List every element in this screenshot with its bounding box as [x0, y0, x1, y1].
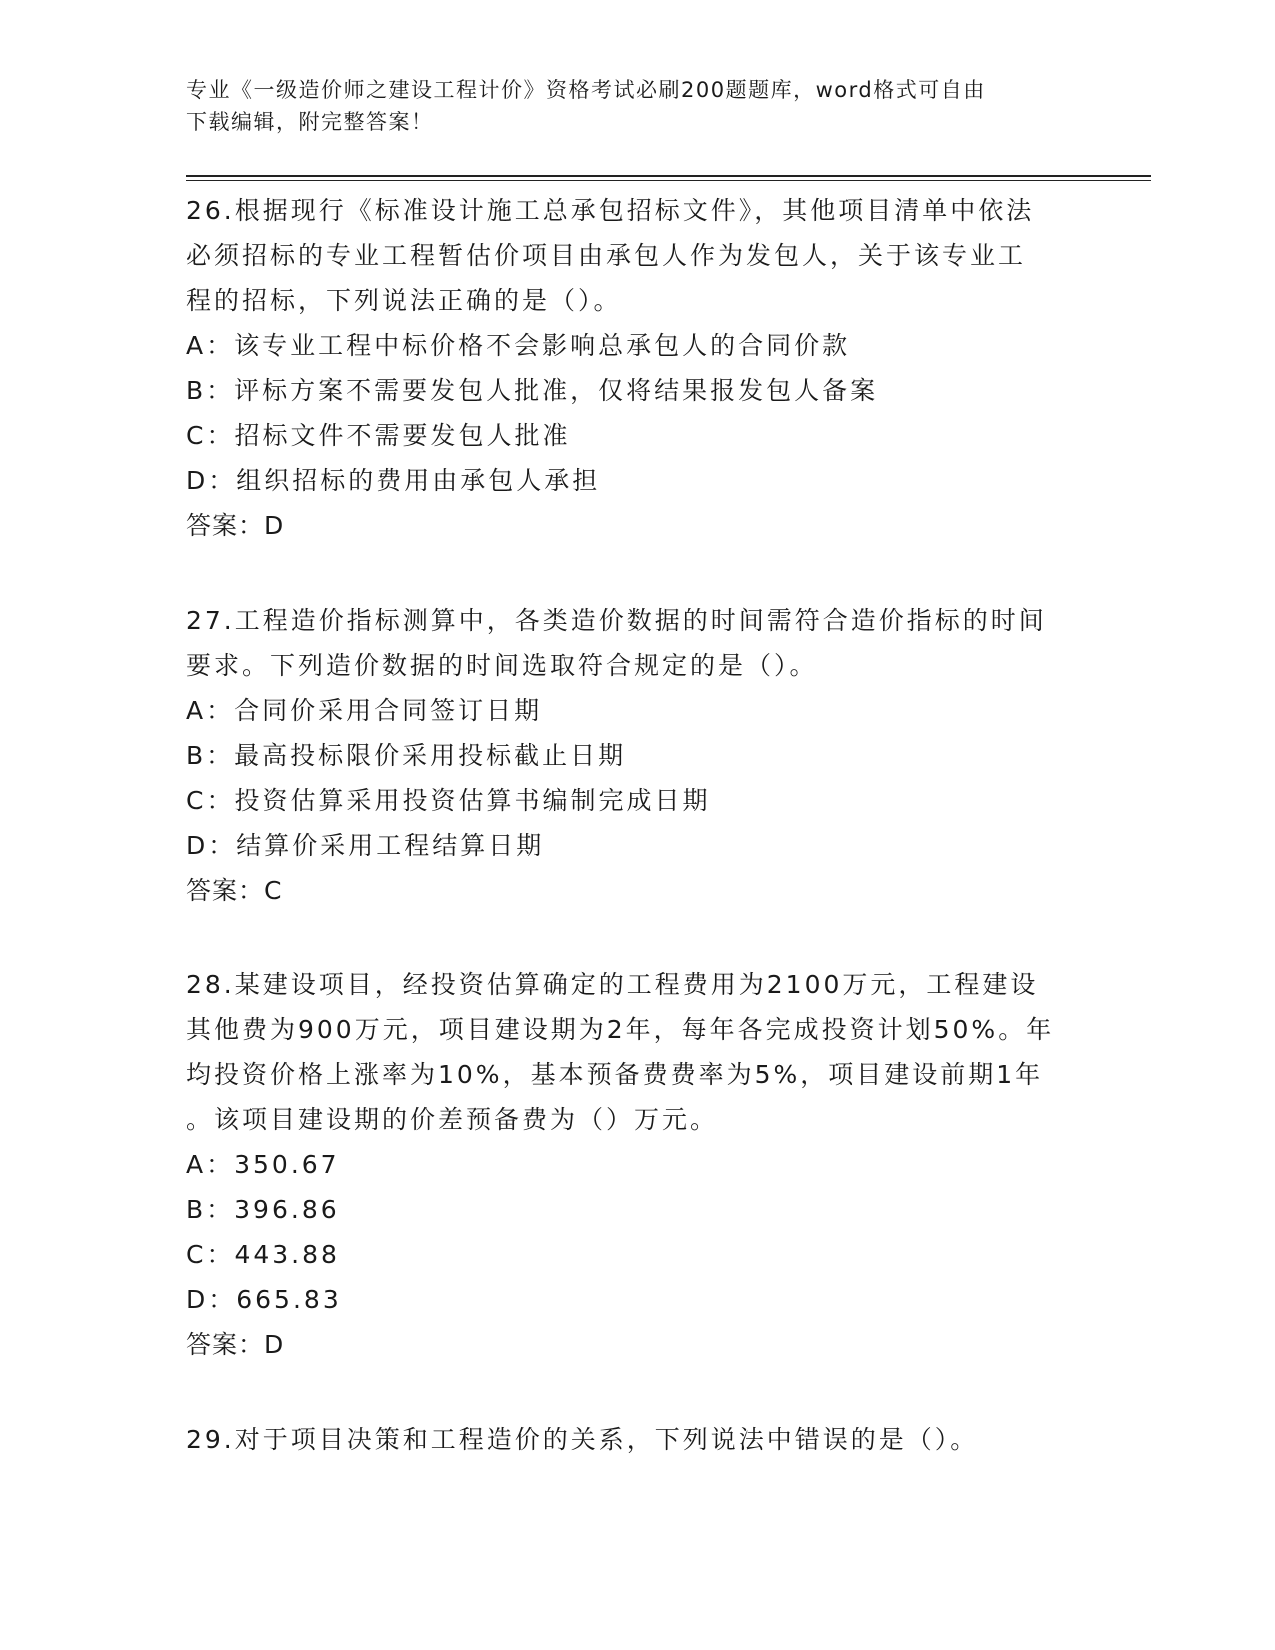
question-text-line: 必须招标的专业工程暂估价项目由承包人作为发包人，关于该专业工 [186, 241, 1027, 270]
answer-line: 答案：C [186, 876, 283, 905]
header-divider-thin [186, 180, 1151, 181]
question-text-line: 28.某建设项目，经投资估算确定的工程费用为2100万元，工程建设 [186, 970, 1039, 999]
question-text-line: 。该项目建设期的价差预备费为（）万元。 [186, 1105, 719, 1134]
option-a: A：合同价采用合同签订日期 [186, 696, 543, 725]
option-d: D：组织招标的费用由承包人承担 [186, 466, 601, 495]
question-28 [186, 962, 1086, 1367]
option-c: C：招标文件不需要发包人批准 [186, 421, 571, 450]
question-text-line: 程的招标，下列说法正确的是（）。 [186, 286, 622, 315]
option-b: B：评标方案不需要发包人批准，仅将结果报发包人备案 [186, 376, 879, 405]
option-c: C：投资估算采用投资估算书编制完成日期 [186, 786, 711, 815]
option-b: B：最高投标限价采用投标截止日期 [186, 741, 627, 770]
answer-line: 答案：D [186, 511, 285, 540]
option-a: A：该专业工程中标价格不会影响总承包人的合同价款 [186, 331, 851, 360]
question-29 [186, 1417, 1086, 1462]
document-header [186, 74, 1066, 138]
question-text-line: 26.根据现行《标准设计施工总承包招标文件》，其他项目清单中依法 [186, 196, 1035, 225]
option-c: C：443.88 [186, 1240, 340, 1269]
question-text-line: 27.工程造价指标测算中，各类造价数据的时间需符合造价指标的时间 [186, 606, 1047, 635]
header-divider-thick [186, 175, 1151, 177]
question-text-line: 均投资价格上涨率为10%，基本预备费费率为5%，项目建设前期1年 [186, 1060, 1044, 1089]
answer-line: 答案：D [186, 1330, 285, 1359]
question-text-line: 要求。下列造价数据的时间选取符合规定的是（）。 [186, 651, 818, 680]
question-26 [186, 188, 1086, 548]
option-a: A：350.67 [186, 1150, 340, 1179]
header-line-2: 下载编辑，附完整答案！ [186, 110, 434, 134]
question-text-line: 29.对于项目决策和工程造价的关系，下列说法中错误的是（）。 [186, 1425, 979, 1454]
question-27 [186, 598, 1086, 913]
option-d: D：结算价采用工程结算日期 [186, 831, 545, 860]
question-text-line: 其他费为900万元，项目建设期为2年，每年各完成投资计划50%。年 [186, 1015, 1055, 1044]
option-d: D：665.83 [186, 1285, 342, 1314]
header-line-1: 专业《一级造价师之建设工程计价》资格考试必刷200题题库，word格式可自由 [186, 78, 986, 102]
option-b: B：396.86 [186, 1195, 340, 1224]
